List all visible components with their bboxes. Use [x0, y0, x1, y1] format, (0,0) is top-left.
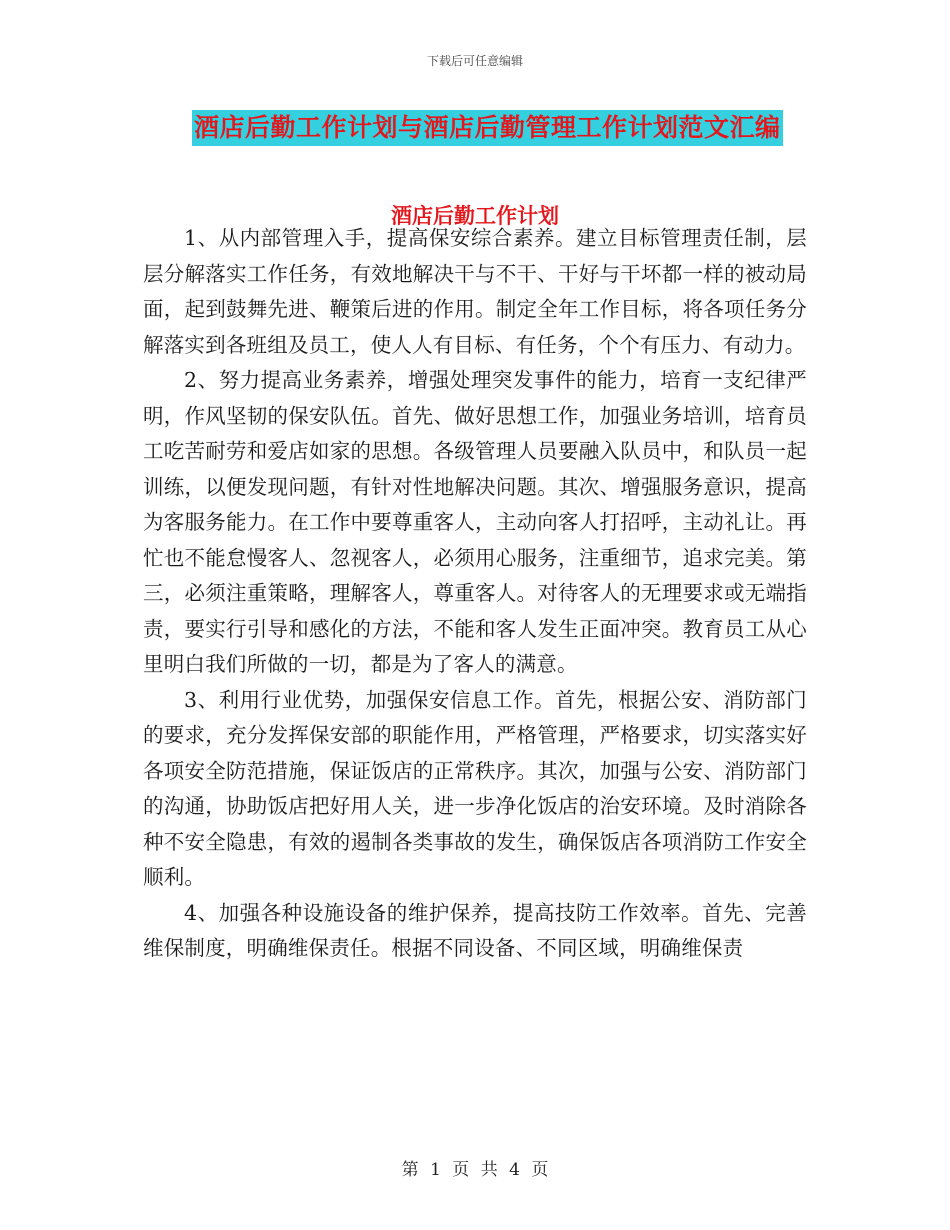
- section-title: 酒店后勤工作计划: [391, 203, 559, 228]
- paragraph-4: 4、加强各种设施设备的维护保养，提高技防工作效率。首先、完善维保制度，明确维保责任。根据不同设备、不同区域，明确维保责: [143, 900, 807, 960]
- page-indicator: 第 1 页 共 4 页: [401, 1160, 549, 1180]
- paragraph-2: 2、努力提高业务素养，增强处理突发事件的能力，培育一支纪律严明，作风坚韧的保安队伍。首先、做好思想工作，加强业务培训，培育员工吃苦耐劳和爱店如家的思想。各级管理人员要融入队员中，和队员一起训练，以便发现问题，有针对性地解决问题。其次、增强服务意识，提高为客服务能力。在工作中要尊重客人，主动向客人打招呼，主动礼让。再忙也不能怠慢客人、忽视客人，必须用心服务，注重细节，追求完美。第三，必须注重策略，理解客人，尊重客人。对待客人的无理要求或无端指责，要实行引导和感化的方法，不能和客人发生正面冲突。教育员工从心里明白我们所做的一切，都是为了客人的满意。: [143, 368, 807, 676]
- paragraph-1: 1、从内部管理入手，提高保安综合素养。建立目标管理责任制，层层分解落实工作任务，有效地解决干与不干、干好与干坏都一样的被动局面，起到鼓舞先进、鞭策后进的作用。制定全年工作目标，将各项任务分解落实到各班组及员工，使人人有目标、有任务，个个有压力、有动力。: [143, 226, 807, 357]
- title-block: [192, 110, 783, 146]
- paragraph-3: 3、利用行业优势，加强保安信息工作。首先，根据公安、消防部门的要求，充分发挥保安部的职能作用，严格管理，严格要求，切实落实好各项安全防范措施，保证饭店的正常秩序。其次，加强与公安、消防部门的沟通，协助饭店把好用人关，进一步净化饭店的治安环境。及时消除各种不安全隐患，有效的遏制各类事故的发生，确保饭店各项消防工作安全顺利。: [143, 687, 807, 889]
- document-title: 酒店后勤工作计划与酒店后勤管理工作计划范文汇编: [192, 110, 783, 146]
- document-body: [143, 221, 807, 967]
- header-note: 下载后可任意编辑: [426, 54, 523, 68]
